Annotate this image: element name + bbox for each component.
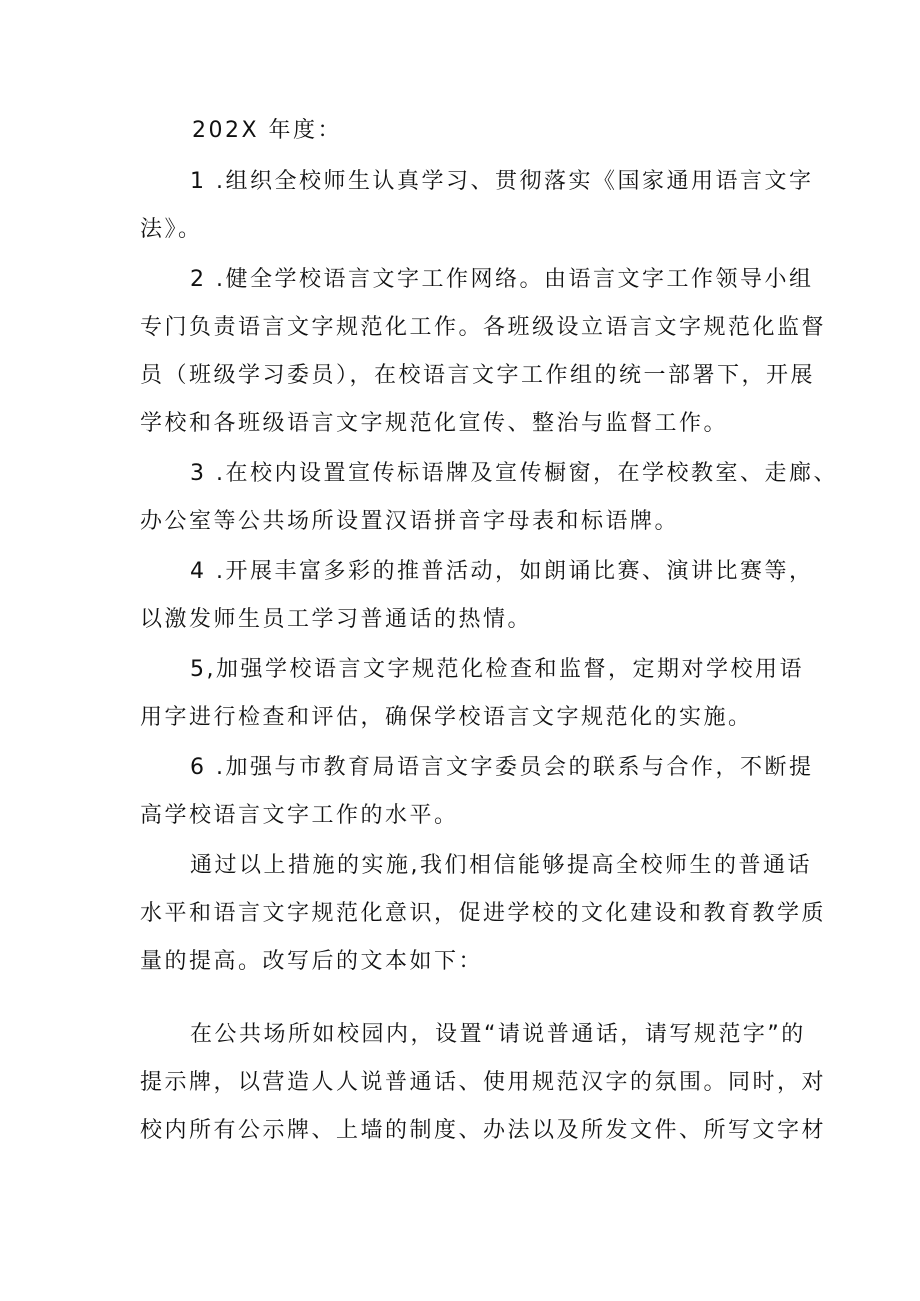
- conclusion-line-3: 量的提高。改写后的文本如下：: [140, 949, 484, 974]
- item-5-line-1: 5,加强学校语言文字规范化检查和监督，定期对学校用语: [190, 657, 804, 682]
- item-3-line-2: 办公室等公共场所设置汉语拼音字母表和标语牌。: [140, 509, 680, 534]
- item-1-line-1: 1 .组织全校师生认真学习、贯彻落实《国家通用语言文字: [190, 169, 814, 194]
- item-2-line-1: 2 .健全学校语言文字工作网络。由语言文字工作领导小组: [190, 267, 814, 292]
- item-5-line-2: 用字进行检查和评估，确保学校语言文字规范化的实施。: [140, 705, 753, 730]
- rewritten-line-1: 在公共场所如校园内，设置“请说普通话，请写规范字”的: [190, 1022, 806, 1047]
- item-1-line-2: 法》。: [140, 217, 203, 242]
- year-heading: 202X 年度：: [192, 118, 343, 143]
- item-6-line-1: 6 .加强与市教育局语言文字委员会的联系与合作，不断提: [190, 755, 814, 780]
- item-3-line-1: 3 .在校内设置宣传标语牌及宣传橱窗，在学校教室、走廊、: [190, 461, 838, 486]
- item-4-line-1: 4 .开展丰富多彩的推普活动，如朗诵比赛、演讲比赛等，: [190, 559, 814, 584]
- item-2-line-4: 学校和各班级语言文字规范化宣传、整治与监督工作。: [140, 411, 729, 436]
- item-2-line-3: 员（班级学习委员），在校语言文字工作组的统一部署下，开展: [140, 363, 816, 388]
- item-6-line-2: 高学校语言文字工作的水平。: [140, 803, 459, 828]
- conclusion-line-1: 通过以上措施的实施,我们相信能够提高全校师生的普通话: [190, 853, 812, 878]
- rewritten-line-2: 提示牌，以营造人人说普通话、使用规范汉字的氛围。同时，对: [140, 1070, 827, 1095]
- item-4-line-2: 以激发师生员工学习普通话的热情。: [140, 607, 533, 632]
- rewritten-line-3: 校内所有公示牌、上墙的制度、办法以及所发文件、所写文字材: [140, 1118, 827, 1143]
- conclusion-line-2: 水平和语言文字规范化意识，促进学校的文化建设和教育教学质: [140, 901, 827, 926]
- item-2-line-2: 专门负责语言文字规范化工作。各班级设立语言文字规范化监督: [140, 315, 827, 340]
